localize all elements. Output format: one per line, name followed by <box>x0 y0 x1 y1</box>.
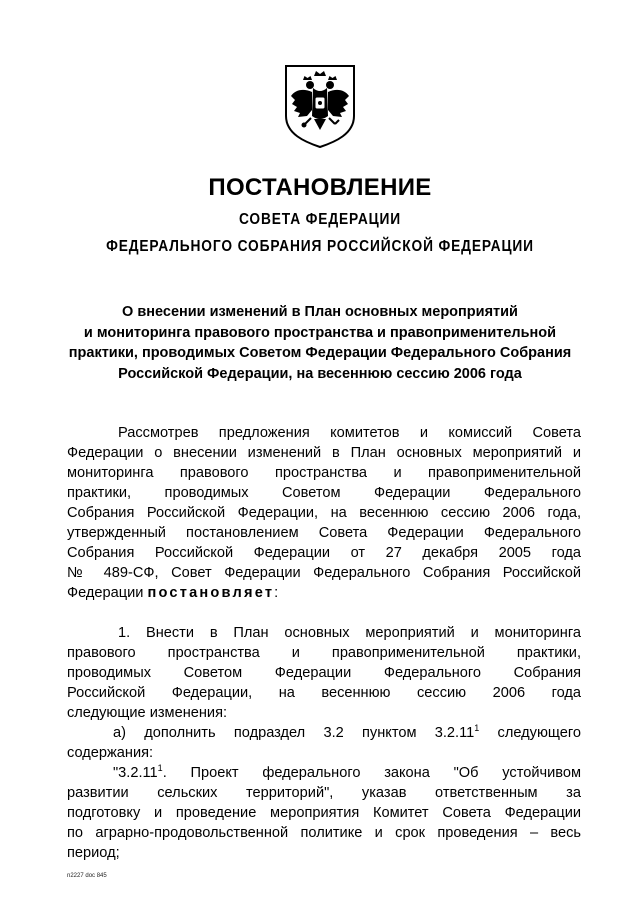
body-line: период; <box>67 845 120 861</box>
body-text: а) дополнить подраздел 3.2 пунктом 3.2.11 <box>113 725 475 741</box>
body-line-item <box>113 763 581 783</box>
body-line-amendment-a <box>113 723 581 743</box>
body-line: проводимых Советом Федерации Федерального Собрания <box>67 665 581 681</box>
body-line-resolution <box>67 583 581 603</box>
body-line: Российской Федерации, на весеннюю сессию 2006 года <box>67 685 581 701</box>
subject-line: практики, проводимых Советом Федерации Федерального Собрания <box>68 345 572 361</box>
body-text: . Проект федерального закона "Об устойчивом <box>162 765 581 781</box>
body-line: правового пространства и правоприменительной практики, <box>67 645 581 661</box>
body-text: Федерации <box>67 585 148 601</box>
body-line: практики, проводимых Советом Федерации Федерального <box>67 485 581 501</box>
subject-line: и мониторинга правового пространства и правоприменительной <box>83 324 557 341</box>
body-line: Федерации о внесении изменений в План основных мероприятий и <box>67 445 581 461</box>
document-title: ПОСТАНОВЛЕНИЕ <box>208 174 432 201</box>
body-text: : <box>274 585 279 601</box>
body-line: Рассмотрев предложения комитетов и комиссий Совета <box>118 425 581 441</box>
document-subtitle-council: СОВЕТА ФЕДЕРАЦИИ <box>238 211 402 228</box>
document-code: n2227 doc 845 <box>67 873 107 879</box>
body-line: мониторинга правового пространства и правоприменительной <box>67 465 581 481</box>
state-emblem-icon <box>283 64 357 148</box>
superscript: 1 <box>474 723 480 733</box>
body-line: по аграрно-продовольственной политике и срок проведения – весь <box>67 825 581 841</box>
document-subtitle-assembly: ФЕДЕРАЛЬНОГО СОБРАНИЯ РОССИЙСКОЙ ФЕДЕРАЦИИ <box>106 238 534 255</box>
body-text: следующего <box>479 725 581 741</box>
resolves-keyword: постановляет <box>147 585 275 601</box>
body-line: Собрания Российской Федерации от 27 декабря 2005 года <box>67 545 581 561</box>
body-line: 1. Внести в План основных мероприятий и мониторинга <box>118 625 581 641</box>
body-text: "3.2.11 <box>113 765 158 781</box>
body-line: содержания: <box>67 745 154 761</box>
superscript: 1 <box>157 763 163 773</box>
subject-line: О внесении изменений в План основных мероприятий <box>122 304 518 320</box>
body-line: подготовку и проведение мероприятия Комитет Совета Федерации <box>67 805 581 821</box>
body-line: следующие изменения: <box>67 705 228 721</box>
subject-line: Российской Федерации, на весеннюю сессию 2006 года <box>118 365 522 382</box>
body-line: развитии сельских территорий", указав ответственным за <box>67 785 581 801</box>
body-line: № 489-СФ, Совет Федерации Федерального Собрания Российской <box>67 565 581 581</box>
body-line: утвержденный постановлением Совета Федерации Федерального <box>67 525 581 541</box>
body-line: Собрания Российской Федерации, на весеннюю сессию 2006 года, <box>67 505 581 521</box>
document-subject <box>40 302 600 384</box>
